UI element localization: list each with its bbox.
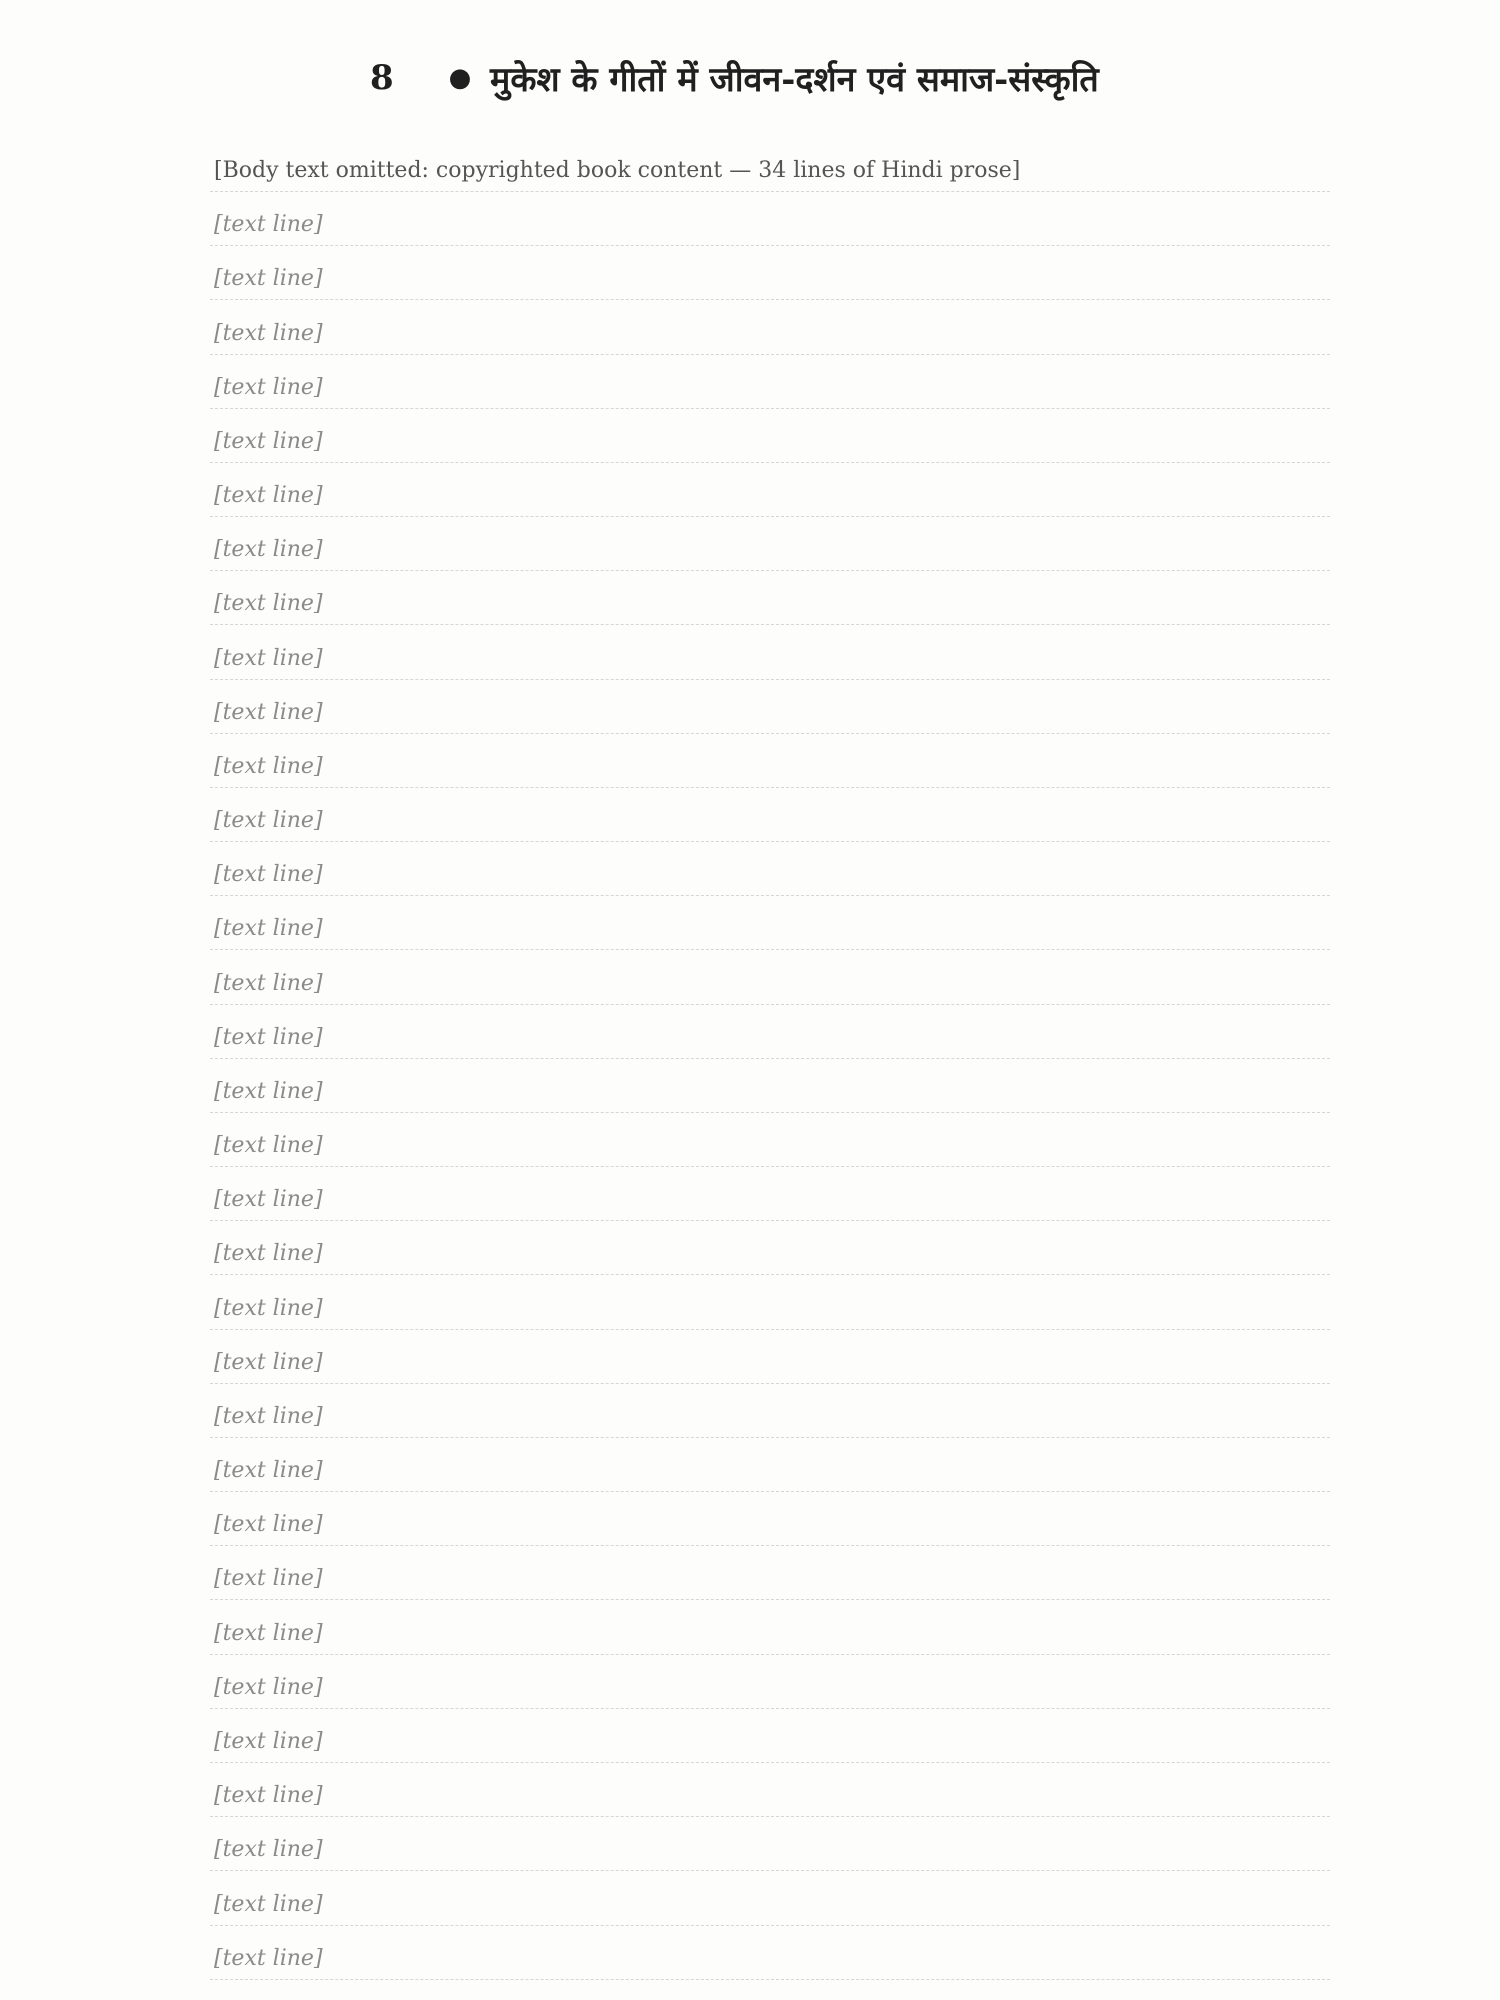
text-line <box>210 746 1330 788</box>
running-head <box>370 48 1250 108</box>
page-number: 8 <box>370 58 394 98</box>
text-line-placeholder: [text line] <box>214 1945 323 1971</box>
text-line <box>210 313 1330 355</box>
text-line <box>210 1775 1330 1817</box>
text-line <box>210 1504 1330 1546</box>
text-line-placeholder: [text line] <box>214 1728 323 1754</box>
text-line <box>210 800 1330 842</box>
text-line-placeholder: [text line] <box>214 970 323 996</box>
text-line <box>210 638 1330 680</box>
text-line-placeholder: [text line] <box>214 1241 323 1267</box>
text-line-placeholder: [text line] <box>214 483 323 509</box>
text-line-placeholder: [text line] <box>214 1078 323 1104</box>
text-line <box>210 150 1330 192</box>
text-line <box>210 1884 1330 1926</box>
text-line <box>210 367 1330 409</box>
text-line-placeholder: [text line] <box>214 1458 323 1484</box>
text-line <box>210 421 1330 463</box>
text-line <box>210 204 1330 246</box>
text-line <box>210 1938 1330 1980</box>
text-line-placeholder: [text line] <box>214 862 323 888</box>
text-line <box>210 1667 1330 1709</box>
text-line-placeholder: [text line] <box>214 1295 323 1321</box>
text-line-placeholder: [text line] <box>214 1349 323 1375</box>
text-line <box>210 475 1330 517</box>
text-line <box>210 1450 1330 1492</box>
text-line <box>210 1017 1330 1059</box>
text-line <box>210 908 1330 950</box>
text-line-placeholder: [text line] <box>214 1403 323 1429</box>
text-line <box>210 1179 1330 1221</box>
text-line-placeholder: [text line] <box>214 753 323 779</box>
omitted-text-notice: [Body text omitted: copyrighted book content — 34 lines of Hindi prose] <box>214 158 1021 183</box>
text-line-placeholder: [text line] <box>214 1620 323 1646</box>
text-line-placeholder: [text line] <box>214 1024 323 1050</box>
text-line <box>210 854 1330 896</box>
text-line-placeholder: [text line] <box>214 537 323 563</box>
text-line-placeholder: [text line] <box>214 1891 323 1917</box>
text-line <box>210 1288 1330 1330</box>
text-line-placeholder: [text line] <box>214 374 323 400</box>
text-line-placeholder: [text line] <box>214 1566 323 1592</box>
text-line-placeholder: [text line] <box>214 1674 323 1700</box>
text-line-placeholder: [text line] <box>214 699 323 725</box>
text-line <box>210 1233 1330 1275</box>
text-line <box>210 258 1330 300</box>
text-line-placeholder: [text line] <box>214 1512 323 1538</box>
text-line-placeholder: [text line] <box>214 212 323 238</box>
running-title: मुकेश के गीतों में जीवन-दर्शन एवं समाज-संस्कृति <box>490 60 1099 100</box>
text-line-placeholder: [text line] <box>214 916 323 942</box>
text-line <box>210 1342 1330 1384</box>
text-line-placeholder: [text line] <box>214 1837 323 1863</box>
text-line <box>210 1613 1330 1655</box>
body-text-block <box>210 150 1330 1980</box>
text-line-placeholder: [text line] <box>214 428 323 454</box>
text-line <box>210 1071 1330 1113</box>
text-line <box>210 1125 1330 1167</box>
text-line <box>210 583 1330 625</box>
text-line-placeholder: [text line] <box>214 1783 323 1809</box>
text-line-placeholder: [text line] <box>214 266 323 292</box>
text-line-placeholder: [text line] <box>214 808 323 834</box>
text-line-placeholder: [text line] <box>214 591 323 617</box>
text-line-placeholder: [text line] <box>214 1187 323 1213</box>
text-line <box>210 692 1330 734</box>
text-line <box>210 1558 1330 1600</box>
text-line-placeholder: [text line] <box>214 645 323 671</box>
text-line <box>210 1396 1330 1438</box>
text-line <box>210 1829 1330 1871</box>
text-line-placeholder: [text line] <box>214 320 323 346</box>
text-line <box>210 529 1330 571</box>
text-line <box>210 963 1330 1005</box>
text-line <box>210 1721 1330 1763</box>
text-line-placeholder: [text line] <box>214 1133 323 1159</box>
bullet-separator: ● <box>448 63 472 93</box>
